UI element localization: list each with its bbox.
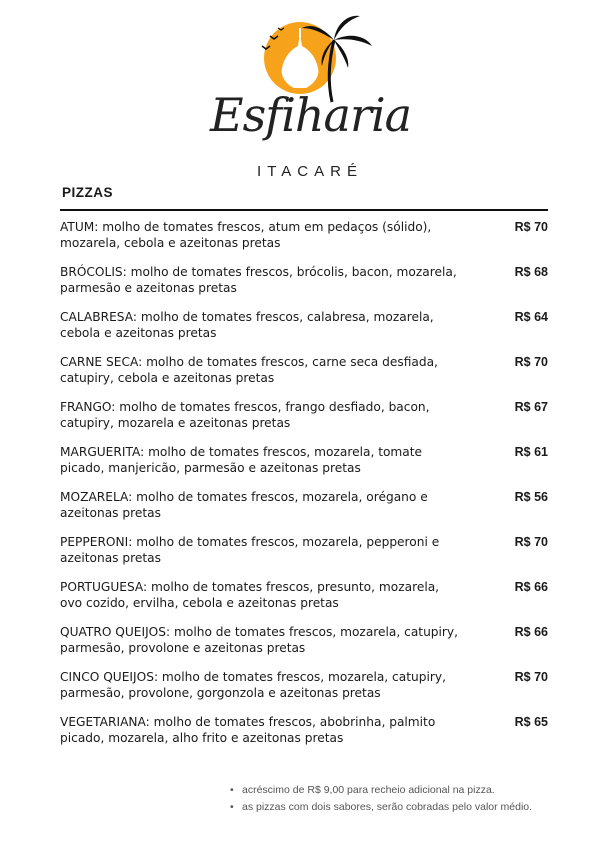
menu-item-description bbox=[60, 490, 460, 521]
menu-item-name: MOZARELA bbox=[60, 490, 129, 504]
menu-item-ingredients: molho de tomates frescos, atum em pedaços (sólido), mozarela, cebola e azeitonas pretas bbox=[60, 220, 432, 250]
menu-item-name: VEGETARIANA bbox=[60, 715, 146, 729]
menu-item bbox=[60, 265, 550, 310]
separator: : bbox=[145, 715, 154, 729]
menu-item-name: CARNE SECA bbox=[60, 355, 139, 369]
menu-item bbox=[60, 535, 550, 580]
menu-item-ingredients: molho de tomates frescos, mozarela, orégano e azeitonas pretas bbox=[60, 490, 428, 520]
menu-item-price: R$ 67 bbox=[514, 400, 548, 414]
menu-item-description bbox=[60, 400, 460, 431]
menu-item bbox=[60, 670, 550, 715]
menu-item-ingredients: molho de tomates frescos, presunto, mozarela, ovo cozido, ervilha, cebola e azeitonas pretas bbox=[60, 580, 440, 610]
separator: : bbox=[128, 535, 137, 549]
menu-item-price: R$ 70 bbox=[514, 220, 548, 234]
note-item: • as pizzas com dois sabores, serão cobradas pelo valor médio. bbox=[230, 799, 532, 816]
menu-item bbox=[60, 580, 550, 625]
menu-item-ingredients: molho de tomates frescos, mozarela, pepperoni e azeitonas pretas bbox=[60, 535, 440, 565]
menu-item bbox=[60, 310, 550, 355]
menu-item-price: R$ 70 bbox=[514, 355, 548, 369]
menu-item-description bbox=[60, 445, 460, 476]
section-title: PIZZAS bbox=[62, 185, 114, 200]
separator: : bbox=[138, 355, 147, 369]
separator: : bbox=[140, 445, 149, 459]
menu-item-description bbox=[60, 265, 460, 296]
menu-item-description bbox=[60, 625, 460, 656]
notes-list bbox=[230, 782, 532, 816]
section-divider bbox=[60, 209, 548, 211]
menu-item-name: QUATRO QUEIJOS bbox=[60, 625, 167, 639]
menu-item-price: R$ 68 bbox=[514, 265, 548, 279]
menu-item-ingredients: molho de tomates frescos, mozarela, catupiry, parmesão, provolone, gorgonzola e azeitonas pretas bbox=[60, 670, 446, 700]
menu-item-price: R$ 66 bbox=[514, 625, 548, 639]
menu-item bbox=[60, 445, 550, 490]
menu-item-name: FRANGO bbox=[60, 400, 112, 414]
separator: : bbox=[111, 400, 120, 414]
menu-item-name: CALABRESA bbox=[60, 310, 133, 324]
menu-item bbox=[60, 625, 550, 670]
menu-item-ingredients: molho de tomates frescos, brócolis, bacon, mozarela, parmesão e azeitonas pretas bbox=[60, 265, 457, 295]
menu-item-price: R$ 61 bbox=[514, 445, 548, 459]
menu-item-ingredients: molho de tomates frescos, mozarela, tomate picado, manjericão, parmesão e azeitonas pretas bbox=[60, 445, 423, 475]
menu-item-description bbox=[60, 535, 460, 566]
menu-item-price: R$ 65 bbox=[514, 715, 548, 729]
separator: : bbox=[153, 670, 162, 684]
brand-name: Esfiharia bbox=[210, 88, 412, 142]
separator: : bbox=[94, 220, 103, 234]
menu-item-description bbox=[60, 715, 460, 746]
menu-item-ingredients: molho de tomates frescos, carne seca desfiada, catupiry, cebola e azeitonas pretas bbox=[60, 355, 438, 385]
menu-item bbox=[60, 355, 550, 400]
note-item: • acréscimo de R$ 9,00 para recheio adicional na pizza. bbox=[230, 782, 532, 799]
menu-item-name: PEPPERONI bbox=[60, 535, 129, 549]
separator: : bbox=[122, 265, 131, 279]
menu-item-price: R$ 70 bbox=[514, 670, 548, 684]
menu-item-ingredients: molho de tomates frescos, abobrinha, palmito picado, mozarela, alho frito e azeitonas pretas bbox=[60, 715, 436, 745]
menu-item-price: R$ 66 bbox=[514, 580, 548, 594]
menu-item-name: ATUM bbox=[60, 220, 95, 234]
menu-item-ingredients: molho de tomates frescos, mozarela, catupiry, parmesão, provolone e azeitonas pretas bbox=[60, 625, 459, 655]
menu-item-price: R$ 70 bbox=[514, 535, 548, 549]
menu-item-ingredients: molho de tomates frescos, frango desfiado, bacon, catupiry, mozarela e azeitonas pretas bbox=[60, 400, 430, 430]
menu-item-name: MARGUERITA bbox=[60, 445, 141, 459]
menu-item-description bbox=[60, 220, 460, 251]
menu-item-name: CINCO QUEIJOS bbox=[60, 670, 154, 684]
menu-item-price: R$ 64 bbox=[514, 310, 548, 324]
menu-item-description bbox=[60, 580, 460, 611]
brand-subtitle: ITACARÉ bbox=[257, 163, 363, 180]
menu-item-description bbox=[60, 670, 460, 701]
separator: : bbox=[128, 490, 137, 504]
menu-item-description bbox=[60, 355, 460, 386]
menu-item-price: R$ 56 bbox=[514, 490, 548, 504]
brand-logo bbox=[210, 6, 410, 186]
menu-item bbox=[60, 490, 550, 535]
menu-item bbox=[60, 220, 550, 265]
menu-item-ingredients: molho de tomates frescos, calabresa, mozarela, cebola e azeitonas pretas bbox=[60, 310, 434, 340]
separator: : bbox=[132, 310, 141, 324]
menu-list bbox=[60, 220, 550, 760]
separator: : bbox=[166, 625, 174, 639]
separator: : bbox=[143, 580, 152, 594]
menu-item-name: BRÓCOLIS bbox=[60, 265, 123, 279]
menu-item-description bbox=[60, 310, 460, 341]
menu-item bbox=[60, 400, 550, 445]
menu-item bbox=[60, 715, 550, 760]
menu-item-name: PORTUGUESA bbox=[60, 580, 144, 594]
